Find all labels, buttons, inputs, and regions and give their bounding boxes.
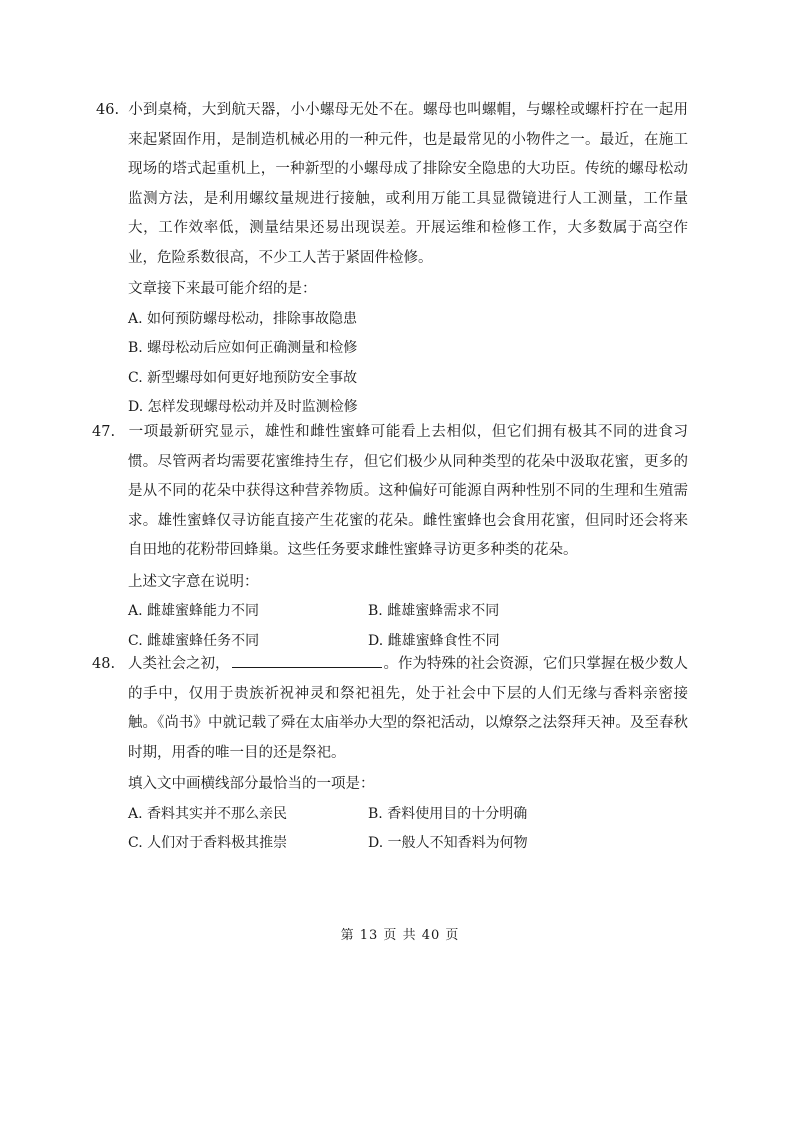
- question-number: 48.: [92, 656, 116, 672]
- page-footer: 第 13 页 共 40 页: [340, 928, 460, 943]
- options-grid: [128, 597, 688, 656]
- option-a[interactable]: A. 香料其实并不那么亲民: [128, 805, 288, 822]
- option-d[interactable]: D. 一般人不知香料为何物: [368, 835, 528, 851]
- question-text-before: 人类社会之初，: [128, 656, 230, 672]
- question-text: 一项最新研究显示，雄性和雌性蜜蜂可能看上去相似，但它们拥有极其不同的进食习惯。尽管两者均需要花蜜维持生存，但它们极少从同种类型的花朵中汲取花蜜，更多的是从不同的花朵中获得这种营养物质。这种偏好可能源自两种性别不同的生理和生殖需求。雄性蜜蜂仅寻访能直接产生花蜜的花朵。雌性蜜蜂也会食用花蜜，但同时还会将来自田地的花粉带回蜂巢。这些任务要求雌性蜜蜂寻访更多种类的花朵。: [128, 424, 688, 558]
- question-46: [96, 96, 688, 423]
- question-text: 小到桌椅，大到航天器，小小螺母无处不在。螺母也叫螺帽，与螺栓或螺杆拧在一起用来起紧固作用，是制造机械必用的一种元件，也是最常见的小物件之一。最近，在施工现场的塔式起重机上，一种新型的小螺母成了排除安全隐患的大功臣。传统的螺母松动监测方法，是利用螺纹量规进行接触，或利用万能工具显微镜进行人工测量，工作量大，工作效率低，测量结果还易出现误差。开展运维和检修工作，大多数属于高空作业，危险系数很高，不少工人苦于紧固件检修。: [128, 102, 688, 266]
- question-number: 46.: [96, 102, 120, 118]
- answer-blank: [232, 653, 382, 668]
- option-c[interactable]: C. 人们对于香料极其推崇: [128, 835, 288, 851]
- question-stem: [92, 650, 688, 768]
- option-c[interactable]: C. 雌雄蜜蜂任务不同: [128, 632, 260, 649]
- option-d[interactable]: D. 怎样发现螺母松动并及时监测检修: [128, 399, 358, 415]
- question-text-after: 。作为特殊的社会资源，它们只掌握在极少数人的手中，仅用于贵族祈祝神灵和祭祀祖先，处于社会中下层的人们无缘与香料亲密接触。《尚书》中就记载了舜在太庙举办大型的祭祀活动，以燎祭之法祭拜天神。及至春秋时期，用香的唯一目的还是祭祀。: [128, 656, 688, 761]
- option-a[interactable]: A. 如何预防螺母松动，排除事故隐患: [128, 310, 358, 327]
- question-47: [92, 418, 688, 656]
- question-prompt: 文章接下来最可能介绍的是：: [128, 281, 317, 297]
- question-stem: [96, 96, 688, 273]
- question-prompt: 填入文中画横线部分最恰当的一项是：: [128, 776, 375, 792]
- option-a[interactable]: A. 雌雄蜜蜂能力不同: [128, 603, 260, 619]
- option-b[interactable]: B. 螺母松动后应如何正确测量和检修: [128, 340, 358, 356]
- option-c[interactable]: C. 新型螺母如何更好地预防安全事故: [128, 369, 358, 386]
- question-48: [92, 650, 688, 859]
- option-d[interactable]: D. 雌雄蜜蜂食性不同: [368, 632, 500, 649]
- question-number: 47.: [92, 424, 116, 440]
- options-list: [128, 305, 688, 423]
- question-prompt: 上述文字意在说明：: [128, 573, 259, 590]
- question-stem: [92, 418, 688, 566]
- option-b[interactable]: B. 雌雄蜜蜂需求不同: [368, 603, 500, 619]
- options-grid: [128, 800, 688, 859]
- option-b[interactable]: B. 香料使用目的十分明确: [368, 805, 528, 822]
